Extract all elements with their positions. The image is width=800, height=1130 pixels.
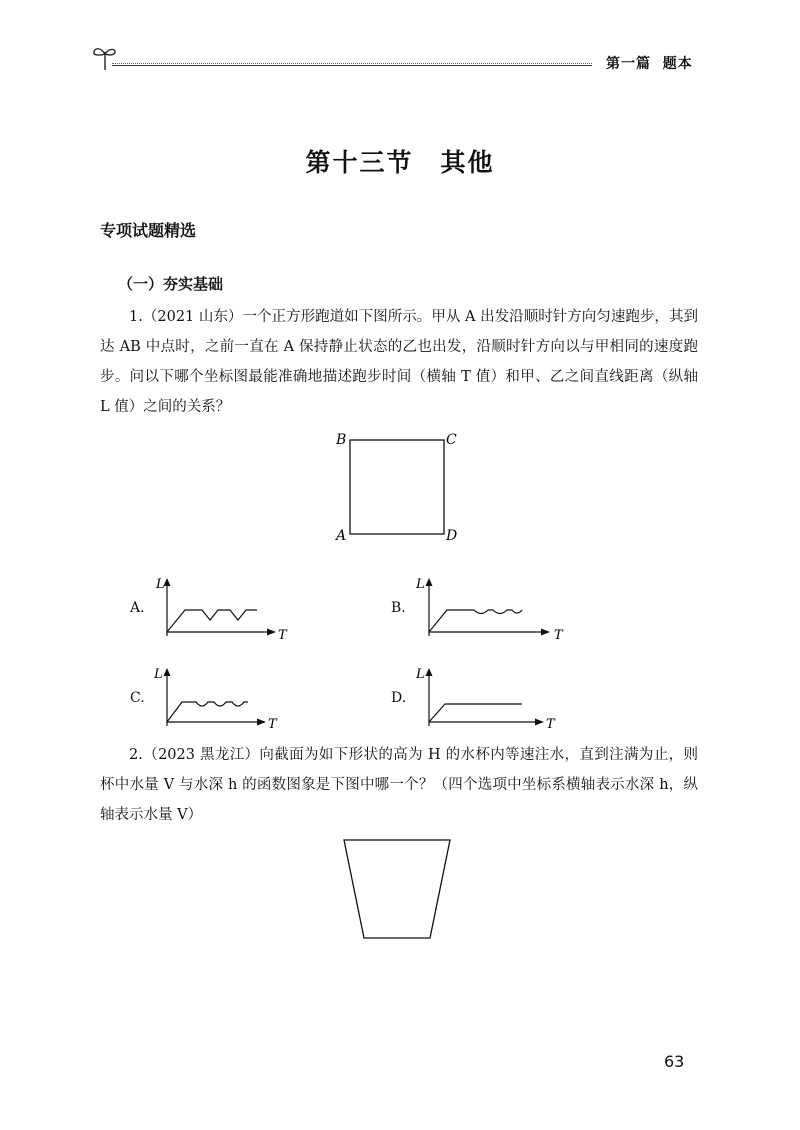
- option-b-graph: [412, 576, 587, 646]
- option-d-x-axis: T: [546, 717, 555, 732]
- option-b-curve: [429, 610, 522, 632]
- option-c-curve: [167, 702, 248, 722]
- vertex-label-b: B: [336, 432, 347, 448]
- option-b-y-axis: L: [416, 577, 425, 592]
- option-a-y-axis: L: [156, 577, 165, 592]
- option-d-y-axis: L: [416, 667, 425, 682]
- option-d-graph: [412, 664, 587, 734]
- option-a-curve: [167, 610, 257, 632]
- option-b-x-axis: T: [554, 628, 563, 643]
- vertex-label-d: D: [446, 528, 458, 544]
- option-a-x-axis: T: [278, 628, 287, 643]
- option-c-label: C.: [130, 690, 145, 706]
- option-c-y-axis: L: [154, 667, 163, 682]
- page-header: [90, 40, 700, 76]
- cup-cross-section-figure: [338, 834, 458, 944]
- page-number: 63: [664, 1052, 685, 1071]
- header-book: 题本: [662, 56, 693, 72]
- question-2-text: 2.（2023 黑龙江）向截面为如下形状的高为 H 的水杯内等速注水，直到注满为止，则杯中水量 V 与水深 h 的函数图象是下图中哪一个？（四个选项中坐标系横轴表示水深 h，纵轴表示水量 V）: [100, 747, 698, 823]
- subsection-heading: （一）夯实基础: [118, 275, 224, 293]
- page-title: 第十三节 其他: [305, 148, 495, 177]
- option-c-x-axis: T: [268, 717, 277, 732]
- option-b-label: B.: [391, 600, 406, 616]
- option-a-graph: [150, 576, 290, 646]
- question-1-text: 1.（2021 山东）一个正方形跑道如下图所示。甲从 A 出发沿顺时针方向匀速跑步，其到达 AB 中点时，之前一直在 A 保持静止状态的乙也出发，沿顺时针方向以与甲相同的速度跑步。问以下哪个坐标图最能准确地描述跑步时间（横轴 T 值）和甲、乙之间直线距离（纵轴 L 值）之间的关系？: [100, 309, 698, 415]
- cup-outline: [344, 840, 450, 938]
- option-d-label: D.: [391, 690, 407, 706]
- header-label: [606, 53, 693, 73]
- header-section: 第一篇: [606, 56, 651, 72]
- header-rule: [112, 65, 592, 66]
- square-track-figure: [330, 428, 480, 548]
- section-subtitle: 专项试题精选: [100, 221, 197, 240]
- option-d-curve: [429, 704, 522, 722]
- vertex-label-c: C: [446, 432, 457, 448]
- header-rule-dotted: [112, 63, 592, 64]
- sprout-icon: [90, 42, 120, 72]
- vertex-label-a: A: [336, 528, 347, 544]
- square-track: [350, 440, 444, 534]
- option-c-graph: [150, 664, 290, 734]
- option-a-label: A.: [130, 600, 145, 616]
